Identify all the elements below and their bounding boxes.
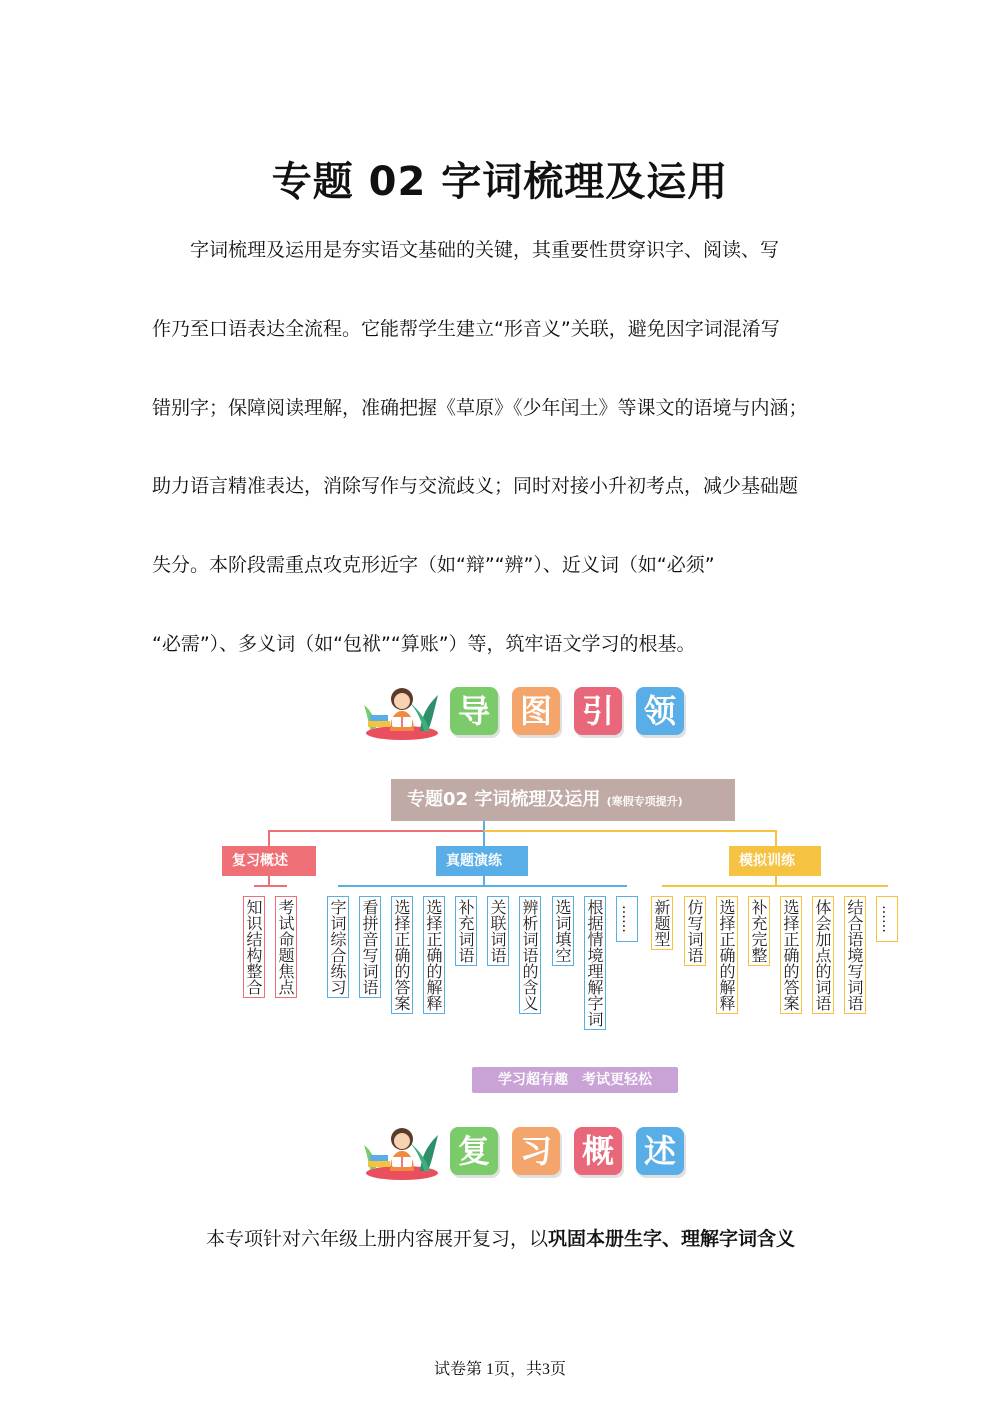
mindmap-leaf: 选择正确的解释 xyxy=(716,896,738,1014)
banner-tile: 图 xyxy=(512,687,560,735)
category-review: 复习概述 xyxy=(222,846,316,876)
mindmap-root-subtitle: (寒假专项提升) xyxy=(606,795,683,808)
mindmap-leaf: 根据情境理解字词 xyxy=(584,896,606,1030)
mindmap-leaf: …… xyxy=(616,896,638,942)
connector xyxy=(268,830,484,832)
page-number: 试卷第 1页，共3页 xyxy=(433,1361,566,1378)
mindmap-leaf: 选词填空 xyxy=(552,896,574,966)
banner-tile: 概 xyxy=(574,1127,622,1175)
banner-tile: 复 xyxy=(450,1127,498,1175)
banner-tile: 引 xyxy=(574,687,622,735)
mindmap-root-title: 专题02 字词梳理及运用 xyxy=(407,789,601,810)
connector xyxy=(484,830,776,832)
connector xyxy=(775,830,777,846)
connector xyxy=(268,830,270,846)
category-mock: 模拟训练 xyxy=(729,846,821,876)
intro-line: “必需”）、多义词（如“包袱”“算账”）等，筑牢语文学习的根基。 xyxy=(152,633,696,655)
banner-tile: 述 xyxy=(636,1127,684,1175)
review-banner xyxy=(362,1121,692,1181)
mindmap-leaf: 选择正确的解释 xyxy=(423,896,445,1014)
intro-line: 错别字；保障阅读理解，准确把握《草原》《少年闰土》等课文的语境与内涵； xyxy=(152,397,808,419)
banner-tile: 习 xyxy=(512,1127,560,1175)
mindmap-banner xyxy=(362,681,692,741)
mindmap-leaf: 仿写词语 xyxy=(684,896,706,966)
connector xyxy=(268,876,270,885)
mindmap-leaf: 辨析词语的含义 xyxy=(519,896,541,1014)
review-intro-emphasis: 巩固本册生字、理解字词含义 xyxy=(548,1228,796,1250)
mindmap-leaf: 补充词语 xyxy=(455,896,477,966)
banner-tile: 领 xyxy=(636,687,684,735)
mindmap-slogan: 学习超有趣 考试更轻松 xyxy=(472,1067,678,1093)
category-real: 真题演练 xyxy=(436,846,528,876)
mindmap-root xyxy=(391,779,735,821)
mindmap-leaf: …… xyxy=(876,896,898,942)
mindmap-leaf: 体会加点的词语 xyxy=(812,896,834,1014)
mindmap-leaf: 字词综合练习 xyxy=(327,896,349,998)
connector xyxy=(338,885,627,887)
mindmap-leaf: 结合语境写词语 xyxy=(844,896,866,1014)
intro-line: 作乃至口语表达全流程。它能帮学生建立“形音义”关联，避免因字词混淆写 xyxy=(152,318,780,340)
mindmap-leaf: 知识结构整合 xyxy=(243,896,265,998)
intro-line: 字词梳理及运用是夯实语文基础的关键，其重要性贯穿识字、阅读、写 xyxy=(152,239,780,261)
banner-tile: 导 xyxy=(450,687,498,735)
mindmap-leaf: 选择正确的答案 xyxy=(391,896,413,1014)
mindmap-leaf: 补充完整 xyxy=(748,896,770,966)
mindmap-leaf: 看拼音写词语 xyxy=(359,896,381,998)
mindmap-leaf: 新题型 xyxy=(651,896,673,950)
review-intro xyxy=(206,1224,795,1251)
mindmap-leaf: 考试命题焦点 xyxy=(275,896,297,998)
intro-line: 助力语言精准表达，消除写作与交流歧义；同时对接小升初考点，减少基础题 xyxy=(152,475,799,497)
reading-kid-icon xyxy=(362,1121,440,1181)
mindmap-leaf: 选择正确的答案 xyxy=(780,896,802,1014)
mindmap-leaf: 关联词语 xyxy=(487,896,509,966)
connector xyxy=(775,876,777,885)
connector xyxy=(483,821,485,846)
intro-line: 失分。本阶段需重点攻克形近字（如“辩”“辨”）、近义词（如“必须” xyxy=(152,554,715,576)
review-intro-text: 本专项针对六年级上册内容展开复习，以 xyxy=(206,1228,549,1250)
connector xyxy=(662,885,888,887)
reading-kid-icon xyxy=(362,681,440,741)
connector xyxy=(483,876,485,885)
connector xyxy=(254,885,287,887)
page-title: 专题 02 字词梳理及运用 xyxy=(271,159,729,205)
